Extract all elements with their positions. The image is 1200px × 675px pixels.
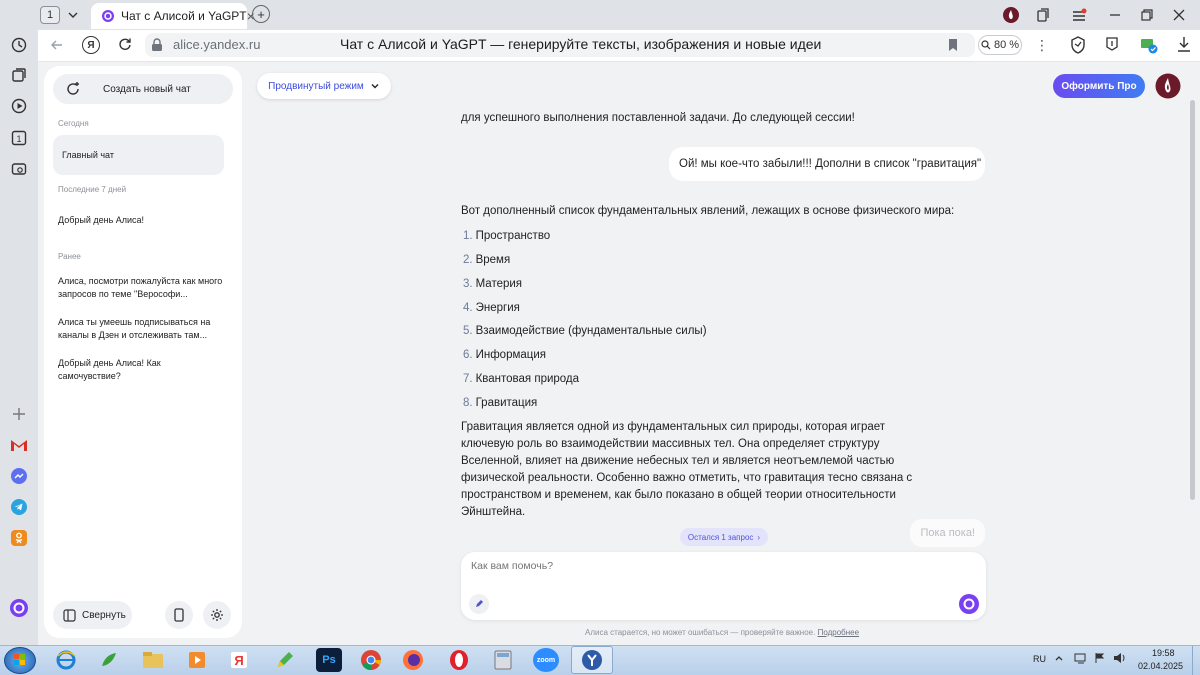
- pen-icon[interactable]: [469, 594, 489, 614]
- zoom-app-label: zoom: [536, 656, 556, 664]
- page-scrollbar[interactable]: [1190, 100, 1195, 500]
- gmail-icon[interactable]: [7, 433, 31, 457]
- mobile-app-button[interactable]: [165, 601, 193, 629]
- extensions-icon[interactable]: [1104, 36, 1120, 52]
- alice-voice-icon[interactable]: [958, 593, 980, 615]
- chrome-icon[interactable]: [358, 648, 384, 672]
- disclaimer-link[interactable]: Подробнее: [817, 628, 860, 637]
- zoom-value: 80 %: [993, 39, 1020, 51]
- mode-label: Продвинутый режим: [268, 80, 364, 92]
- clock-date[interactable]: 02.04.2025: [1138, 661, 1184, 671]
- avatar[interactable]: [1155, 73, 1181, 99]
- history-icon[interactable]: [7, 33, 31, 57]
- pending-user-message: Пока пока!: [910, 519, 985, 547]
- list-item: 8. Гравитация: [463, 397, 538, 409]
- messenger-icon[interactable]: [7, 464, 31, 488]
- bookmarks-panel-icon[interactable]: [1032, 5, 1054, 25]
- list-item: 1. Пространство: [463, 230, 551, 242]
- svg-text:Я: Я: [234, 653, 244, 668]
- bookmark-icon[interactable]: [947, 38, 959, 52]
- language-indicator[interactable]: RU: [1033, 654, 1046, 664]
- tab-title: Чат с Алисой и YaGPT: [121, 9, 247, 23]
- zoom-indicator[interactable]: [978, 35, 1022, 55]
- alice-tab-icon: [101, 9, 115, 23]
- chat-sidebar: [44, 66, 242, 638]
- user-message: Ой! мы кое-что забыли!!! Дополни в список "гравитация": [669, 147, 985, 181]
- disclaimer-text: Алиса старается, но может ошибаться — проверяйте важное.: [585, 628, 816, 637]
- disk-sync-icon[interactable]: [1140, 36, 1158, 54]
- tray-arrow-icon[interactable]: [1054, 653, 1064, 663]
- yandex-home-icon[interactable]: Я: [82, 36, 100, 54]
- tab-active[interactable]: [91, 3, 255, 29]
- get-pro-button[interactable]: Оформить Про: [1053, 74, 1145, 98]
- start-button[interactable]: [4, 647, 36, 674]
- back-icon[interactable]: [50, 38, 64, 52]
- editor-icon[interactable]: [272, 648, 298, 672]
- yandex-app-icon[interactable]: [226, 648, 252, 672]
- zoom-app-icon[interactable]: [533, 648, 559, 672]
- clock-time[interactable]: 19:58: [1152, 648, 1175, 658]
- reload-icon[interactable]: [118, 37, 132, 51]
- url-text[interactable]: alice.yandex.ru: [173, 37, 261, 52]
- collections-icon[interactable]: [7, 63, 31, 87]
- collapse-label: Свернуть: [82, 609, 126, 621]
- network-icon[interactable]: [1074, 652, 1088, 664]
- gear-icon: [210, 608, 224, 622]
- tab-count-button[interactable]: 1: [40, 6, 60, 24]
- more-options-icon[interactable]: ⋮: [1035, 37, 1049, 53]
- list-item: 6. Информация: [463, 349, 547, 361]
- show-desktop-button[interactable]: [1192, 646, 1200, 675]
- alice-icon[interactable]: [7, 596, 31, 620]
- list-item: 5. Взаимодействие (фундаментальные силы): [463, 325, 707, 337]
- telegram-icon[interactable]: [7, 495, 31, 519]
- minimize-icon[interactable]: [1104, 5, 1126, 25]
- app-green-icon[interactable]: [96, 648, 122, 672]
- chevron-right-icon: ›: [757, 532, 761, 542]
- mode-selector[interactable]: [257, 73, 391, 99]
- protect-icon[interactable]: [1070, 36, 1086, 54]
- browser-sidebar-rail: [0, 0, 38, 645]
- new-chat-icon: [65, 81, 81, 97]
- media-player-icon[interactable]: [184, 648, 210, 672]
- tab-number-icon[interactable]: [7, 126, 31, 150]
- screenshot-icon[interactable]: [7, 157, 31, 181]
- downloads-icon[interactable]: [1176, 36, 1192, 54]
- page-title: Чат с Алисой и YaGPT — генерируйте тексты, изображения и новые идеи: [340, 36, 822, 52]
- new-tab-button[interactable]: +: [252, 5, 270, 23]
- list-item: 2. Время: [463, 254, 511, 266]
- section-last7: Последние 7 дней: [58, 185, 127, 194]
- chat-item-wellbeing[interactable]: Добрый день Алиса! Как самочувствие?: [58, 358, 161, 381]
- list-item: 3. Материя: [463, 278, 523, 290]
- phone-icon: [174, 608, 184, 622]
- chat-item-verosofia[interactable]: Алиса, посмотри пожалуйста как много запросов по теме "Верософи...: [58, 276, 223, 299]
- new-chat-label: Создать новый чат: [103, 83, 191, 95]
- prev-answer-tail: для успешного выполнения поставленной задачи. До следующей сессии!: [461, 112, 855, 124]
- explorer-icon[interactable]: [140, 648, 166, 672]
- yandex-profile-icon[interactable]: [1000, 5, 1022, 25]
- lock-icon[interactable]: [151, 38, 163, 52]
- firefox-icon[interactable]: [400, 648, 426, 672]
- remaining-requests-badge[interactable]: [680, 528, 768, 546]
- answer-paragraph: Гравитация является одной из фундаментальных сил природы, которая играет ключевую роль во взаимодействии массивных тел. Она определяет структуру Вселенной, влияет на движение небесных тел и является неотъемлемой частью физической реальности. Особенно важно отметить, что гравитация тесно связана с пространством и временем, как было показано в общей теории относительности Эйнштейна.: [461, 421, 913, 518]
- chat-item-main[interactable]: Главный чат: [62, 150, 114, 160]
- disclaimer: [585, 628, 859, 637]
- close-window-icon[interactable]: [1168, 5, 1190, 25]
- add-panel-icon[interactable]: [7, 402, 31, 426]
- list-item: 7. Квантовая природа: [463, 373, 580, 385]
- svg-text:1: 1: [16, 134, 22, 144]
- ie-icon[interactable]: [53, 648, 79, 672]
- section-earlier: Ранее: [58, 252, 81, 261]
- prompt-input[interactable]: [471, 560, 951, 572]
- collapse-icon: [63, 609, 76, 622]
- close-tab-icon[interactable]: ×: [246, 8, 255, 24]
- opera-icon[interactable]: [446, 648, 472, 672]
- windows-logo-icon: [5, 648, 35, 673]
- prompt-box[interactable]: [461, 552, 986, 620]
- answer-intro: Вот дополненный список фундаментальных явлений, лежащих в основе физического мира:: [461, 205, 955, 217]
- calculator-icon[interactable]: [490, 648, 516, 672]
- menu-icon[interactable]: [1068, 5, 1090, 25]
- magnifier-icon: [981, 40, 991, 50]
- photoshop-label: Ps: [322, 654, 336, 666]
- collapse-button[interactable]: [53, 601, 132, 629]
- new-chat-button[interactable]: [53, 74, 233, 104]
- yandex-browser-taskbar-button[interactable]: [571, 646, 613, 674]
- tabs-dropdown-icon[interactable]: [66, 8, 80, 22]
- restore-icon[interactable]: [1136, 5, 1158, 25]
- chevron-down-icon: [370, 81, 380, 91]
- section-today: Сегодня: [58, 119, 89, 128]
- volume-icon[interactable]: [1113, 652, 1127, 664]
- video-play-icon[interactable]: [7, 94, 31, 118]
- odnoklassniki-icon[interactable]: [7, 526, 31, 550]
- chat-item-greeting[interactable]: Добрый день Алиса!: [58, 215, 145, 225]
- flag-icon[interactable]: [1094, 652, 1106, 664]
- chat-item-dzen[interactable]: Алиса ты умеешь подписываться на каналы в Дзен и отслеживать там...: [58, 317, 211, 340]
- settings-button[interactable]: [203, 601, 231, 629]
- list-item: 4. Энергия: [463, 302, 520, 314]
- photoshop-icon[interactable]: [316, 648, 342, 672]
- remaining-requests-label: Остался 1 запрос: [687, 532, 754, 542]
